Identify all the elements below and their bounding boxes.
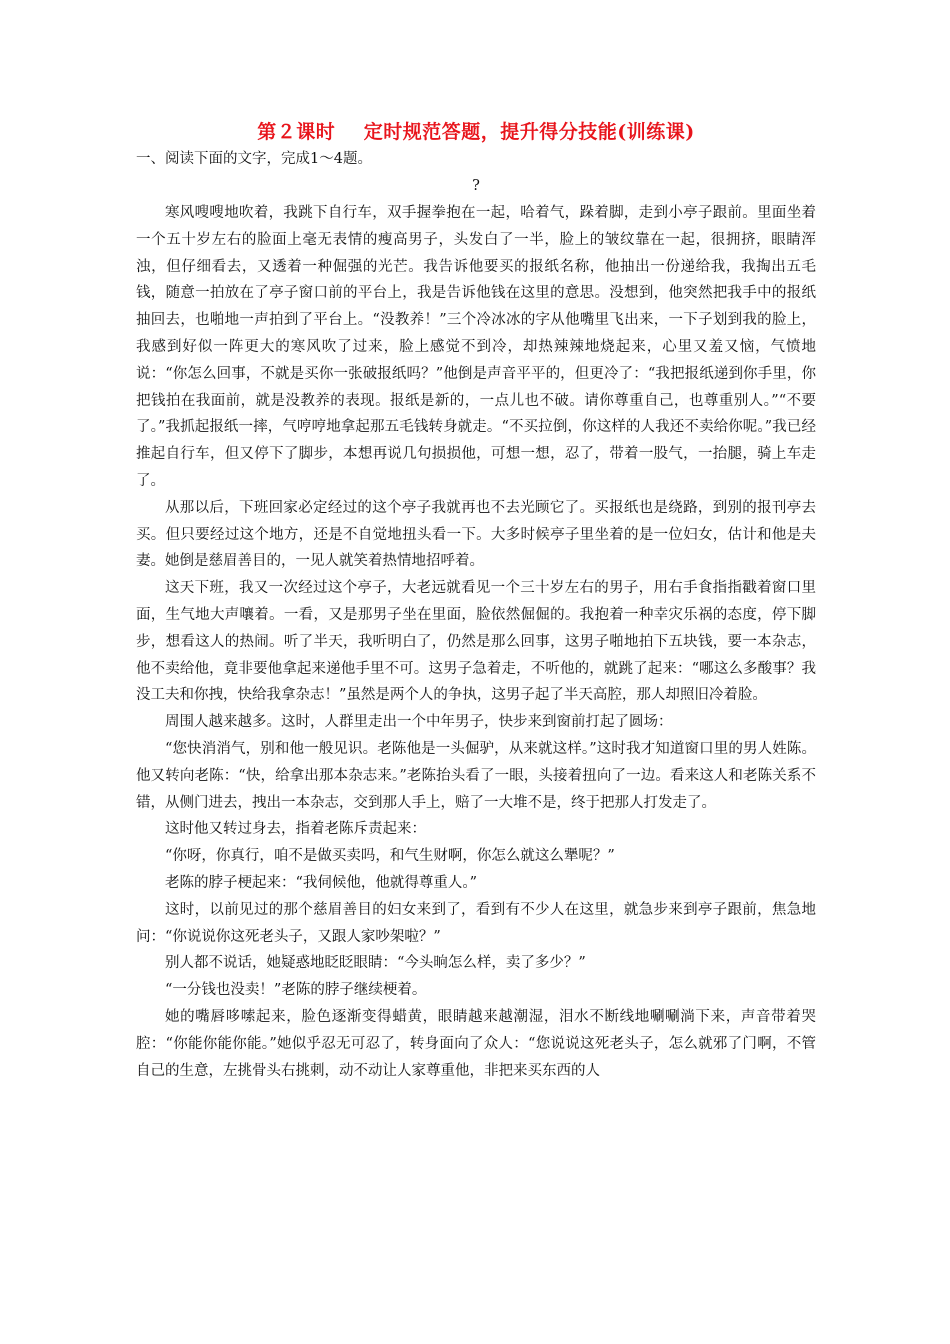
passage-body: [136, 200, 816, 1084]
paragraph: 从那以后，下班回家必定经过的这个亭子我就再也不去光顾它了。买报纸也是绕路，到别的报刊亭去买。但只要经过这个地方，还是不自觉地扭头看一下。大多时候亭子里坐着的是一位妇女，估计和他是夫妻。她倒是慈眉善目的，一见人就笑着热情地招呼着。: [136, 499, 816, 570]
paragraph: 她的嘴唇哆嗦起来，脸色逐渐变得蜡黄，眼睛越来越潮湿，泪水不断线地唰唰淌下来，声音带着哭腔：“你能你能你能。”她似乎忍无可忍了，转身面向了众人：“您说说这死老头子，怎么就邪了门啊，不管自己的生意，左挑骨头右挑刺，动不动让人家尊重他，非把来买东西的人: [136, 1008, 816, 1079]
paragraph: 寒风嗖嗖地吹着，我跳下自行车，双手握拳抱在一起，哈着气，跺着脚，走到小亭子跟前。里面坐着一个五十岁左右的脸面上毫无表情的瘦高男子，头发白了一半，脸上的皱纹靠在一起，很拥挤，眼睛浑浊，但仔细看去，又透着一种倔强的光芒。我告诉他要买的报纸名称，他抽出一份递给我，我掏出五毛钱，随意一拍放在了亭子窗口前的平台上，我是告诉他钱在这里的意思。没想到，他突然把我手中的报纸抽回去，也啪地一声拍到了平台上。“没教养！”三个冷冰冰的字从他嘴里飞出来，一下子划到我的脸上，我感到好似一阵更大的寒风吹了过来，脸上感觉不到冷，却热辣辣地烧起来，心里又羞又恼，气愤地说：“你怎么回事，不就是买你一张破报纸吗？”他倒是声音平平的，但更冷了：“我把报纸递到你手里，你把钱拍在我面前，就是没教养的表现。报纸是新的，一点儿也不破。请你尊重自己，也尊重别人。”“不要了。”我抓起报纸一摔，气哼哼地拿起那五毛钱转身就走。“不买拉倒，你这样的人我还不卖给你呢。”我已经推起自行车，但又停下了脚步，本想再说几句损损他，可想一想，忍了，带着一股气，一抬腿，骑上车走了。: [136, 205, 816, 489]
paragraph: “一分钱也没卖！”老陈的脖子继续梗着。: [165, 982, 427, 999]
paragraph: 这时，以前见过的那个慈眉善目的妇女来到了，看到有不少人在这里，就急步来到亭子跟前，焦急地问：“你说说你这死老头子，又跟人家吵架啦？”: [136, 901, 816, 945]
paragraph: “你呀，你真行，咱不是做买卖吗，和气生财啊，你怎么就这么犟呢？”: [165, 848, 615, 865]
paragraph: 这天下班，我又一次经过这个亭子，大老远就看见一个三十岁左右的男子，用右手食指指戳着窗口里面，生气地大声嚷着。一看，又是那男子坐在里面，脸依然倔倔的。我抱着一种幸灾乐祸的态度，停下脚步，想看这人的热闹。听了半天，我听明白了，仍然是那么回事，这男子啪地拍下五块钱，要一本杂志，他不卖给他，竟非要他拿起来递他手里不可。这男子急着走，不听他的，就跳了起来：“哪这么多酸事？我没工夫和你拽，快给我拿杂志！”虽然是两个人的争执，这男子起了半天高腔，那人却照旧冷着脸。: [136, 580, 816, 704]
document-title: 第２课时 定时规范答题，提升得分技能(训练课): [257, 121, 695, 143]
section-heading: 一、阅读下面的文字，完成1～4题。: [136, 151, 372, 167]
paragraph: 老陈的脖子梗起来：“我伺候他，他就得尊重人。”: [165, 874, 478, 891]
passage-title: ?: [472, 178, 480, 194]
paragraph: 周围人越来越多。这时，人群里走出一个中年男子，快步来到窗前打起了圆场：: [165, 714, 673, 731]
document-page: [136, 118, 816, 1084]
paragraph: 别人都不说话，她疑惑地眨眨眼睛：“今头晌怎么样，卖了多少？”: [165, 955, 586, 972]
paragraph: “您快消消气，别和他一般见识。老陈他是一头倔驴，从来就这样。”这时我才知道窗口里的男人姓陈。他又转向老陈：“快，给拿出那本杂志来。”老陈抬头看了一眼，头接着扭向了一边。看来这人和老陈关系不错，从侧门进去，拽出一本杂志，交到那人手上，赔了一大堆不是，终于把那人打发走了。: [136, 740, 816, 811]
paragraph: 这时他又转过身去，指着老陈斥责起来：: [165, 821, 426, 838]
